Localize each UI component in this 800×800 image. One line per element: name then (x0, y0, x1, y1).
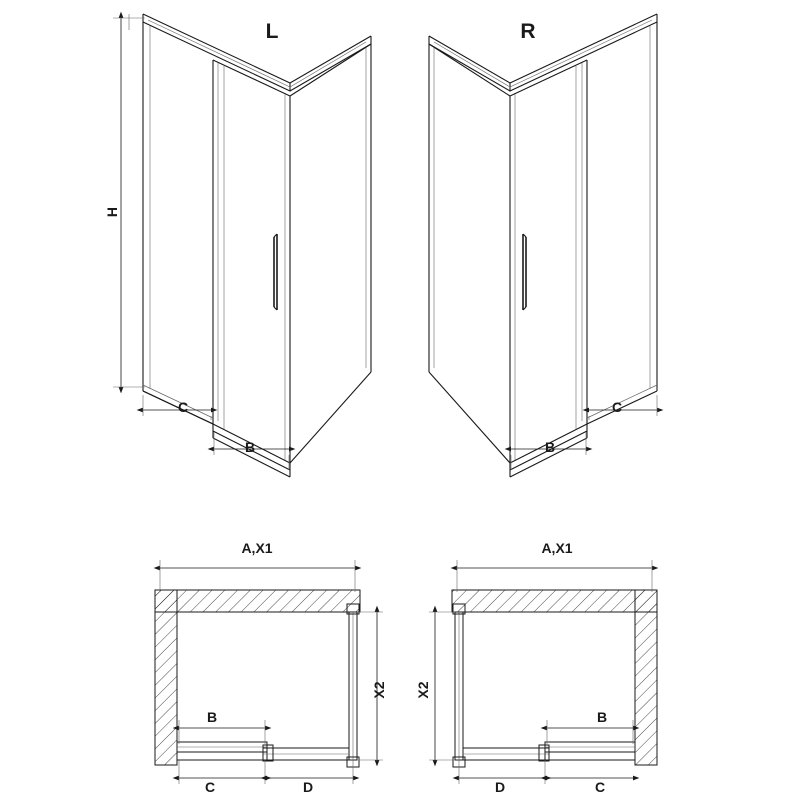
dim-label-x2-plan-right: X2 (415, 681, 431, 699)
perspective-view-right (429, 14, 657, 477)
dim-label-x2-plan-left: X2 (371, 681, 387, 699)
dim-label-b-plan-left: B (206, 709, 218, 725)
dim-label-h: H (104, 206, 120, 218)
dim-label-c-right-persp: C (611, 399, 623, 415)
plan-view-left (155, 560, 383, 784)
dim-label-c-plan-left: C (204, 779, 216, 795)
dim-label-b-right-persp: B (544, 439, 556, 455)
dim-label-b-left-persp: B (244, 439, 256, 455)
plan-view-right (429, 560, 657, 784)
view-title-left: L (265, 20, 279, 43)
dim-label-c-left-persp: C (177, 399, 189, 415)
dim-label-d-plan-right: D (494, 779, 506, 795)
dim-label-d-plan-left: D (302, 779, 314, 795)
dim-label-ax1-plan-left: A,X1 (241, 540, 273, 556)
dim-label-b-plan-right: B (596, 709, 608, 725)
perspective-view-left (113, 14, 371, 477)
dim-label-c-plan-right: C (594, 779, 606, 795)
dim-label-ax1-plan-right: A,X1 (541, 540, 573, 556)
view-title-right: R (520, 20, 536, 43)
